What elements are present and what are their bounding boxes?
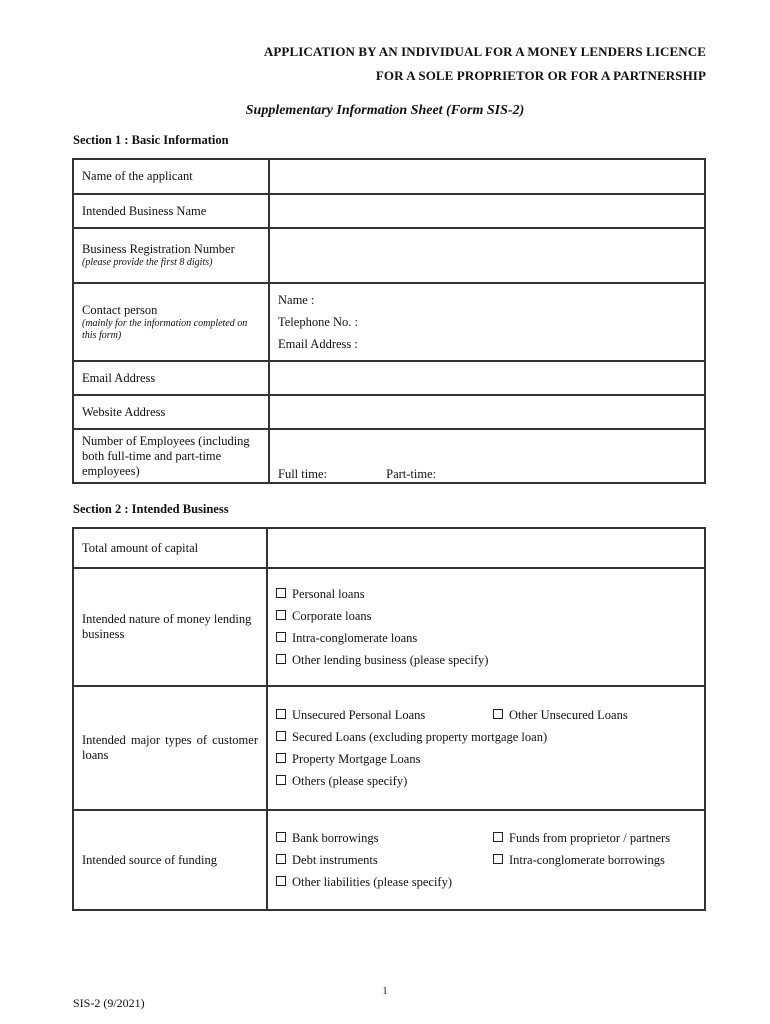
checkbox-icon[interactable] — [276, 753, 286, 763]
nature-options — [267, 568, 705, 686]
checkbox-icon[interactable] — [276, 854, 286, 864]
nature-option-personal[interactable]: Personal loans — [276, 583, 696, 605]
nature-option-intra[interactable]: Intra-conglomerate loans — [276, 627, 696, 649]
checkbox-icon[interactable] — [276, 709, 286, 719]
checkbox-icon[interactable] — [493, 832, 503, 842]
contact-field[interactable] — [269, 283, 705, 361]
contact-name-label: Name : — [278, 293, 315, 307]
nature-option-other[interactable]: Other lending business (please specify) — [276, 649, 696, 671]
contact-label-cell — [73, 283, 269, 361]
brn-label: Business Registration Number — [82, 242, 235, 256]
brn-note: (please provide the first 8 digits) — [82, 257, 213, 268]
email-label: Email Address — [73, 361, 269, 395]
types-option-unsecured-personal[interactable]: Unsecured Personal Loans — [276, 704, 493, 726]
funding-option-other[interactable]: Other liabilities (please specify) — [276, 871, 696, 893]
types-option-property[interactable]: Property Mortgage Loans — [276, 748, 696, 770]
business-name-field[interactable] — [269, 194, 705, 228]
checkbox-icon[interactable] — [276, 632, 286, 642]
checkbox-icon[interactable] — [276, 588, 286, 598]
form-title-line2: FOR A SOLE PROPRIETOR OR FOR A PARTNERSHIP — [375, 68, 706, 83]
types-option-other-unsecured[interactable]: Other Unsecured Loans — [493, 704, 628, 726]
form-title-line1: APPLICATION BY AN INDIVIDUAL FOR A MONEY LENDERS LICENCE — [263, 44, 706, 59]
checkbox-icon[interactable] — [276, 610, 286, 620]
page-number: 1 — [382, 986, 388, 997]
types-option-secured[interactable]: Secured Loans (excluding property mortgage loan) — [276, 726, 696, 748]
brn-field[interactable] — [269, 228, 705, 283]
types-option-others[interactable]: Others (please specify) — [276, 770, 696, 792]
nature-option-corporate[interactable]: Corporate loans — [276, 605, 696, 627]
funding-option-intra[interactable]: Intra-conglomerate borrowings — [493, 849, 665, 871]
checkbox-icon[interactable] — [276, 832, 286, 842]
applicant-name-label: Name of the applicant — [73, 159, 269, 194]
section2-title: Section 2 : Intended Business — [73, 502, 229, 516]
applicant-name-field[interactable] — [269, 159, 705, 194]
capital-field[interactable] — [267, 528, 705, 568]
funding-option-bank[interactable]: Bank borrowings — [276, 827, 493, 849]
contact-note: (mainly for the information completed on this form) — [82, 317, 248, 341]
checkbox-icon[interactable] — [276, 775, 286, 785]
employees-label: Number of Employees (including both full-time and part-time employees) — [73, 429, 269, 483]
funding-option-proprietor[interactable]: Funds from proprietor / partners — [493, 827, 670, 849]
employees-field[interactable] — [269, 429, 705, 483]
contact-label: Contact person — [82, 302, 158, 317]
part-time-label: Part-time: — [386, 467, 437, 481]
section1-title: Section 1 : Basic Information — [73, 133, 229, 147]
form-subtitle: Supplementary Information Sheet (Form SIS-2) — [245, 103, 525, 118]
nature-label: Intended nature of money lending business — [73, 568, 267, 686]
types-label: Intended major types of customer loans — [73, 686, 267, 810]
checkbox-icon[interactable] — [493, 709, 503, 719]
funding-options — [267, 810, 705, 910]
website-field[interactable] — [269, 395, 705, 429]
funding-option-debt[interactable]: Debt instruments — [276, 849, 493, 871]
checkbox-icon[interactable] — [276, 876, 286, 886]
checkbox-icon[interactable] — [493, 854, 503, 864]
form-code: SIS-2 (9/2021) — [73, 996, 145, 1010]
brn-label-cell — [73, 228, 269, 283]
business-name-label: Intended Business Name — [73, 194, 269, 228]
contact-tel-label: Telephone No. : — [278, 315, 359, 329]
full-time-label: Full time: — [278, 467, 327, 481]
funding-label: Intended source of funding — [73, 810, 267, 910]
website-label: Website Address — [73, 395, 269, 429]
checkbox-icon[interactable] — [276, 731, 286, 741]
intended-business-table — [72, 527, 706, 911]
checkbox-icon[interactable] — [276, 654, 286, 664]
contact-email-label: Email Address : — [278, 337, 358, 351]
email-field[interactable] — [269, 361, 705, 395]
types-options — [267, 686, 705, 810]
capital-label: Total amount of capital — [73, 528, 267, 568]
basic-information-table — [72, 158, 706, 484]
